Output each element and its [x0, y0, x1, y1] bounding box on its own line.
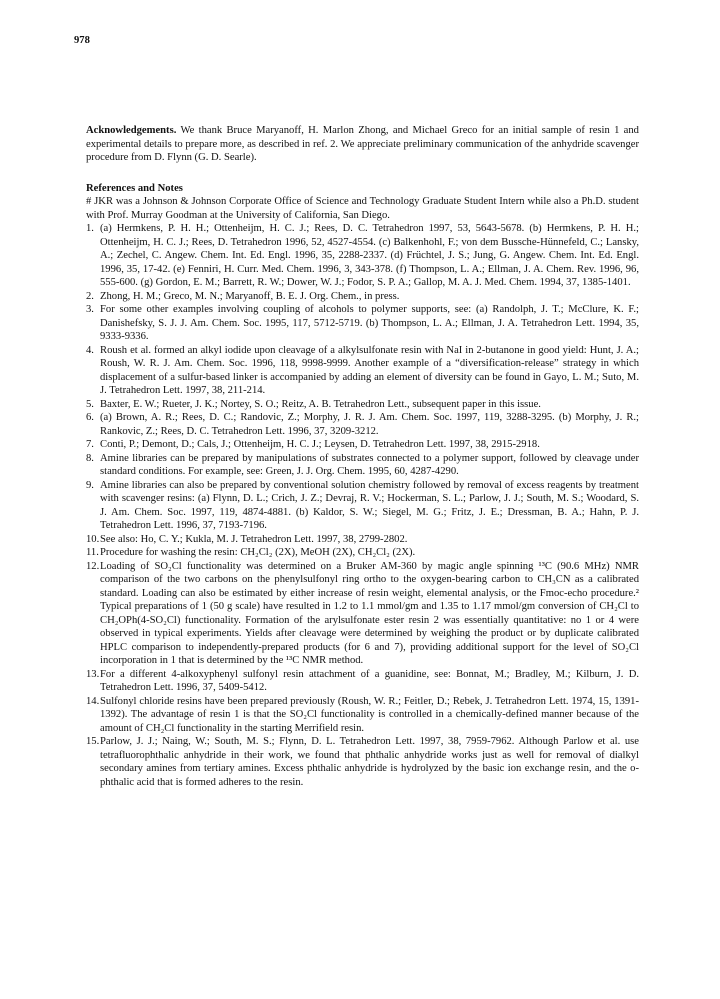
reference-item — [86, 398, 639, 412]
reference-number: 14. — [86, 695, 100, 707]
reference-item — [86, 533, 639, 547]
reference-number: 10. — [86, 533, 100, 545]
reference-text: Zhong, H. M.; Greco, M. N.; Maryanoff, B. E. J. Org. Chem., in press. — [100, 290, 400, 302]
reference-number: 5. — [86, 398, 94, 410]
reference-item — [86, 479, 639, 533]
reference-text: Loading of SO₂Cl functionality was determined on a Bruker AM-360 by magic angle spinning ¹³C (90.6 MHz) NMR comparison of the two carbons on the phenylsulfonyl ring ortho to the oxygen-bearing carbon to CH₃CN as a calibrated standard. Loading can also be estimated by either increase of resin weight, elemental analysis, or the Fmoc-echo procedure.² Typical preparations of 1 (50 g scale) have resulted in 1.2 to 1.1 mmol/gm and 1.35 to 1.17 mmol/gm conversion of CH₂Cl to CH₂OPh(4-SO₂Cl) functionality. Formation of the arylsulfonate ester resin 2 was essentially quantitative: no 1 or 4 were observed in typical experiments. Yields after cleavage were determined by weighing the product or by duplicate calibrated HPLC comparison to independently-prepared products (for 6 and 7), providing additional support for the level of SO₂Cl incorporation in 1 that is determined by the ¹³C NMR method. — [100, 560, 639, 666]
reference-text: Amine libraries can also be prepared by conventional solution chemistry followed by removal of excess reagents by treatment with scavenger resins: (a) Flynn, D. L.; Crich, J. Z.; Devraj, R. V.; Hockerman, S. L.; Parlow, J. J.; South, M. S.; Woodard, S. J. Am. Chem. Soc. 1997, 119, 4874-4881. (b) Kaldor, S. W.; Siegel, M. G.; Fritz, J. E.; Dressman, B. A.; Hahn, P. J. Tetrahedron Lett. 1996, 37, 7193-7196. — [100, 479, 639, 531]
reference-number: 15. — [86, 736, 100, 747]
reference-item — [86, 344, 639, 398]
reference-item — [86, 222, 639, 290]
reference-text: Roush et al. formed an alkyl iodide upon cleavage of a alkylsulfonate resin with NaI in 2-butanone in good yield: Hunt, J. A.; Roush, W. R. J. Am. Chem. Soc. 1996, 118, 9998-9999. Another example of a “diversification-release” strategy in which displacement of a sulfur-based linker is accompanied by adding an element of diversity can be found in Gayo, L. M.; Suto, M. J. Tetrahedron Lett. 1997, 38, 211-214. — [100, 344, 639, 396]
reference-number: 12. — [86, 560, 100, 572]
acknowledgements-paragraph — [86, 124, 639, 165]
page-number: 978 — [74, 35, 90, 46]
acknowledgements-heading: Acknowledgements. — [86, 125, 177, 136]
reference-text: For some other examples involving coupling of alcohols to polymer supports, see: (a) Randolph, J. T.; McClure, K. F.; Danishefsky, S. J. J. Am. Chem. Soc. 1995, 117, 5712-5719. (b) Thompson, L. A.; Ellman, J. A. Tetrahedron Lett. 1994, 35, 9333-9336. — [100, 304, 639, 342]
reference-text: Parlow, J. J.; Naing, W.; South, M. S.; Flynn, D. L. Tetrahedron Lett. 1997, 38, 7959-7962. Although Parlow et al. use tetrafluorophthalic anhydride in their work, we found that phthalic anhydride works just as well for removal of dialkyl secondary amines from tertiary amines. Excess phthalic anhydride is hydrolyzed by the basic ion exchange resin, and the o-phthalic acid that is formed adheres to the resin. — [100, 736, 639, 788]
reference-item — [86, 668, 639, 695]
reference-text: (a) Hermkens, P. H. H.; Ottenheijm, H. C. J.; Rees, D. C. Tetrahedron 1997, 53, 5643-5678. (b) Hermkens, P. H. H.; Ottenheijm, H. C. J.; Rees, D. Tetrahedron 1996, 52, 4527-4554. (c) Balkenhohl, F.; von dem Bussche-Hünnefeld, C.; Lansky, A.; Zechel, C. Angew. Chem. Int. Ed. Engl. 1996, 35, 2288-2337. (d) Früchtel, J. S.; Jung, G. Angew. Chem. Int. Ed. Engl. 1996, 35, 17-42. (e) Fenniri, H. Curr. Med. Chem. 1996, 3, 343-378. (f) Thompson, L. A.; Ellman, J. A. Chem. Rev. 1996, 96, 555-600. (g) Gordon, E. M.; Barrett, R. W.; Dower, W. J.; Fodor, S. P. A.; Gallop, M. A. J. Med. Chem. 1994, 37, 1385-1401. — [100, 223, 639, 288]
reference-number: 13. — [86, 668, 100, 680]
reference-number: 1. — [86, 223, 94, 234]
reference-text: See also: Ho, C. Y.; Kukla, M. J. Tetrahedron Lett. 1997, 38, 2799-2802. — [100, 533, 408, 545]
reference-item — [86, 290, 639, 304]
reference-number: 7. — [86, 439, 94, 450]
reference-number: 8. — [86, 452, 94, 464]
reference-number: 9. — [86, 479, 94, 491]
reference-item — [86, 411, 639, 438]
reference-text: Procedure for washing the resin: CH₂Cl₂ (2X), MeOH (2X), CH₂Cl₂ (2X). — [100, 547, 416, 558]
reference-number: 3. — [86, 304, 94, 315]
reference-item — [86, 546, 639, 560]
reference-number: 6. — [86, 412, 94, 423]
reference-item — [86, 735, 639, 789]
main-content — [86, 124, 639, 789]
reference-number: 11. — [86, 547, 99, 558]
reference-item — [86, 303, 639, 344]
reference-text: Sulfonyl chloride resins have been prepared previously (Roush, W. R.; Feitler, D.; Rebek, J. Tetrahedron Lett. 1974, 15, 1391-1392). The advantage of resin 1 is that the SO₂Cl functionality is controlled in a chemically-defined manner because of the amount of CH₂Cl functionality in the starting Merrifield resin. — [100, 695, 639, 734]
reference-text: Amine libraries can be prepared by manipulations of substrates connected to a polymer support, followed by cleavage under standard conditions. For example, see: Green, J. J. Org. Chem. 1995, 60, 4287-4290. — [100, 452, 639, 477]
reference-number: 2. — [86, 290, 94, 302]
reference-item — [86, 438, 639, 452]
reference-number: 4. — [86, 344, 94, 356]
reference-item — [86, 695, 639, 736]
references-heading: References and Notes — [86, 182, 183, 194]
reference-text: For a different 4-alkoxyphenyl sulfonyl resin attachment of a guanidine, see: Bonnat, M.; Bradley, M.; Kilburn, J. D. Tetrahedron Lett. 1996, 37, 5409-5412. — [100, 668, 639, 693]
acknowledgements-text: We thank Bruce Maryanoff, H. Marlon Zhong, and Michael Greco for an initial sample of resin 1 and experimental details to prepare more, as described in ref. 2. We appreciate preliminary communication of the anhydride scavenger procedure from D. Flynn (G. D. Searle). — [86, 125, 639, 163]
reference-text: Conti, P.; Demont, D.; Cals, J.; Ottenheijm, H. C. J.; Leysen, D. Tetrahedron Lett. 1997, 38, 2915-2918. — [100, 439, 540, 450]
reference-text: (a) Brown, A. R.; Rees, D. C.; Randovic, Z.; Morphy, J. R. J. Am. Chem. Soc. 1997, 119, 3288-3295. (b) Morphy, J. R.; Rankovic, Z.; Rees, D. C. Tetrahedron Lett. 1996, 37, 3209-3212. — [100, 412, 639, 437]
reference-list — [86, 222, 639, 789]
author-note: # JKR was a Johnson & Johnson Corporate Office of Science and Technology Graduate Student Intern while also a Ph.D. student with Prof. Murray Goodman at the University of California, San Diego. — [86, 196, 639, 221]
reference-text: Baxter, E. W.; Rueter, J. K.; Nortey, S. O.; Reitz, A. B. Tetrahedron Lett., subsequent paper in this issue. — [100, 398, 541, 410]
reference-item — [86, 560, 639, 668]
reference-item — [86, 452, 639, 479]
